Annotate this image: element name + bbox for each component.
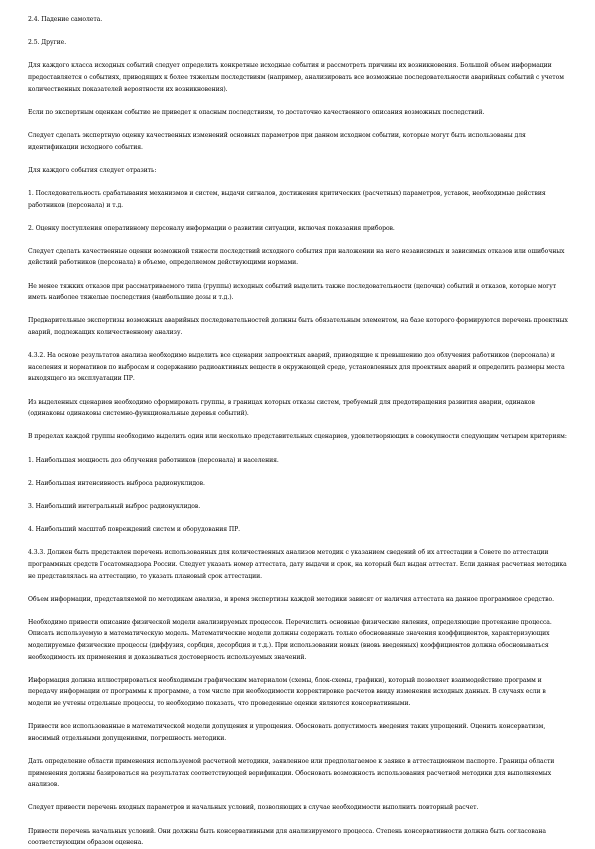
paragraph: 4. Наибольший масштаб повреждений систем и оборудования ПР. [28,526,241,534]
paragraph-spacer [28,605,568,617]
paragraph-spacer [28,710,568,722]
paragraph-spacer [28,211,568,223]
paragraph: Если по экспертным оценкам событие не приведет к опасным последствиям, то достаточно качественного описания возможных последствий. [28,108,485,116]
paragraph: 2.4. Падение самолета. [28,16,103,23]
paragraph: 3. Наибольший интегральный выброс радионуклидов. [28,502,201,510]
paragraph: Из выделенных сценариев необходимо сформировать группы, в границах которых отказы систем, требуемый для предотвращения развития аварии, одинаков (одинаковы одинаковы системно-функциональные деревья событий). [28,398,535,418]
paragraph: Для каждого события следует отразить: [28,166,157,174]
paragraph: 2. Оценку поступления оперативному персоналу информации о развитии ситуации, включая показания приборов. [28,224,395,232]
paragraph: В пределах каждой группы необходимо выделить один или несколько представительных сценариев, удовлетворяющих в совокупности следующим четырем критериям: [28,433,567,441]
paragraph: Не менее тяжких отказов при рассматриваемого типа (группы) исходных событий выделить также последовательности (цепочки) событий и отказов, которые могут иметь наиболее тяжелые последствия (наибольшие дозы и т.д.). [28,282,557,302]
paragraph-spacer [28,95,568,107]
paragraph-spacer [28,513,568,525]
paragraph-spacer [28,489,568,501]
document-body [28,14,568,849]
paragraph-spacer [28,234,568,246]
paragraph-spacer [28,466,568,478]
paragraph-spacer [28,536,568,548]
paragraph: Необходимо привести описание физической модели анализируемых процессов. Перечислить основные физические явления, определяющие протекание процесса. Описать используемую в математическую модель. Математические модели должны содержать только обоснованные значения коэффициентов, характеризующих моделируемые физические процессы (диффузия, сорбция, десорбция и т.д.). При использовании новых (вновь введенных) коэффициентов должна обосновываться необходимость их применения и доказываться достоверность используемых значений. [28,618,552,661]
paragraph-spacer [28,49,568,61]
paragraph: Следует сделать экспертную оценку качественных изменений основных параметров при данном исходном событии, которые могут быть использованы для идентификации исходного события. [28,131,526,151]
paragraph: 2.5. Другие. [28,39,67,47]
paragraph: Дать определение области применения используемой расчетной методики, заявленное или предполагаемое к заявке в аттестационном паспорте. Границы области применения должны базироваться на результатах соответствующей верификации. Обосновать возможность использования расчетной методики для выполняемых анализов. [28,758,555,789]
paragraph-spacer [28,420,568,432]
paragraph-spacer [28,443,568,455]
paragraph-spacer [28,663,568,675]
paragraph: 1. Последовательность срабатывания механизмов и систем, выдачи сигналов, достижения критических (расчетных) параметров, уставок, необходимые действия работников (персонала) и т.д. [28,189,546,209]
paragraph-spacer [28,582,568,594]
paragraph: Предварительные экспертизы возможных аварийных последовательностей должны быть обязательным элементом, на базе которого формируются перечень проектных аварий, подлежащих количественному анализу. [28,317,568,337]
paragraph: Для каждого класса исходных событий следует определить конкретные исходные события и рассмотреть причины их возникновения. Большой объем информации предоставляется о событиях, приводящих к более тяжелым последствиям (например, анализировать все возможные последовательности аварийных событий с учетом количественных показателей вероятности их возникновения). [28,62,564,93]
paragraph: Привести перечень начальных условий. Они должны быть консервативными для анализируемого процесса. Степень консервативности должна быть согласована соответствующим образом оценена. [28,827,546,847]
paragraph-spacer [28,304,568,316]
paragraph-spacer [28,791,568,803]
paragraph: Следует привести перечень входных параметров и начальных условий, позволяющих в случае необходимости выполнить повторный расчет. [28,804,479,812]
paragraph-spacer [28,153,568,165]
paragraph: 4.3.3. Должен быть представлен перечень использованных для количественных анализов методик с указанием сведений об их аттестации в Совете по аттестации программных средств Госатомнадзора России. Следует указать номер аттестата, дату выдачи и срок, на который был выдан аттестат. Если данная расчетная методика не представлялась на аттестацию, то указать плановый срок аттестации. [28,549,567,580]
paragraph: Привести все использованные в математической модели допущения и упрощения. Обосновать допустимость введения таких упрощений. Оценить консерватизм, вносимый отдельными допущениями, погрешность методики. [28,723,546,742]
paragraph-spacer [28,339,568,351]
paragraph: Следует сделать качественные оценки возможной тяжести последствий исходного события при наложении на него независимых и зависимых отказов или ошибочных действий работников (персонала) в объеме, определяемом действующими нормами. [28,247,565,267]
paragraph-spacer [28,814,568,826]
paragraph: Объем информации, представляемой по методикам анализа, и время экспертизы каждой методики зависят от наличия аттестата на данное программное средство. [28,595,555,603]
paragraph: Информация должна иллюстрироваться необходимым графическим материалом (схемы, блок-схемы, графики), который позволяет взаимодействие программ и передачу информации от программы к программе, а том числе при необходимости корректировке расчетов ввиду изменения исходных данных. В случаях если в модели не учтены отдельные процессы, то необходимо показать, что проведенные оценки являются консервативными. [28,676,546,708]
paragraph-spacer [28,118,568,130]
paragraph: 2. Наибольшая интенсивность выброса радионуклидов. [28,479,205,487]
paragraph-spacer [28,176,568,188]
paragraph-spacer [28,744,568,756]
paragraph-spacer [28,26,568,38]
paragraph: 1. Наибольшая мощность доз облучения работников (персонала) и населения. [28,456,279,464]
paragraph-spacer [28,269,568,281]
paragraph-spacer [28,385,568,397]
paragraph: 4.3.2. На основе результатов анализа необходимо выделить все сценарии запроектных аварий, приводящие к превышению доз облучения работников (персонала) и населения и нормативов по выбросам и содержанию радиоактивных веществ в окружающей среде, установленных для проектных аварий и определить размеры места выходящего из эксплуатации ПР. [28,352,565,383]
